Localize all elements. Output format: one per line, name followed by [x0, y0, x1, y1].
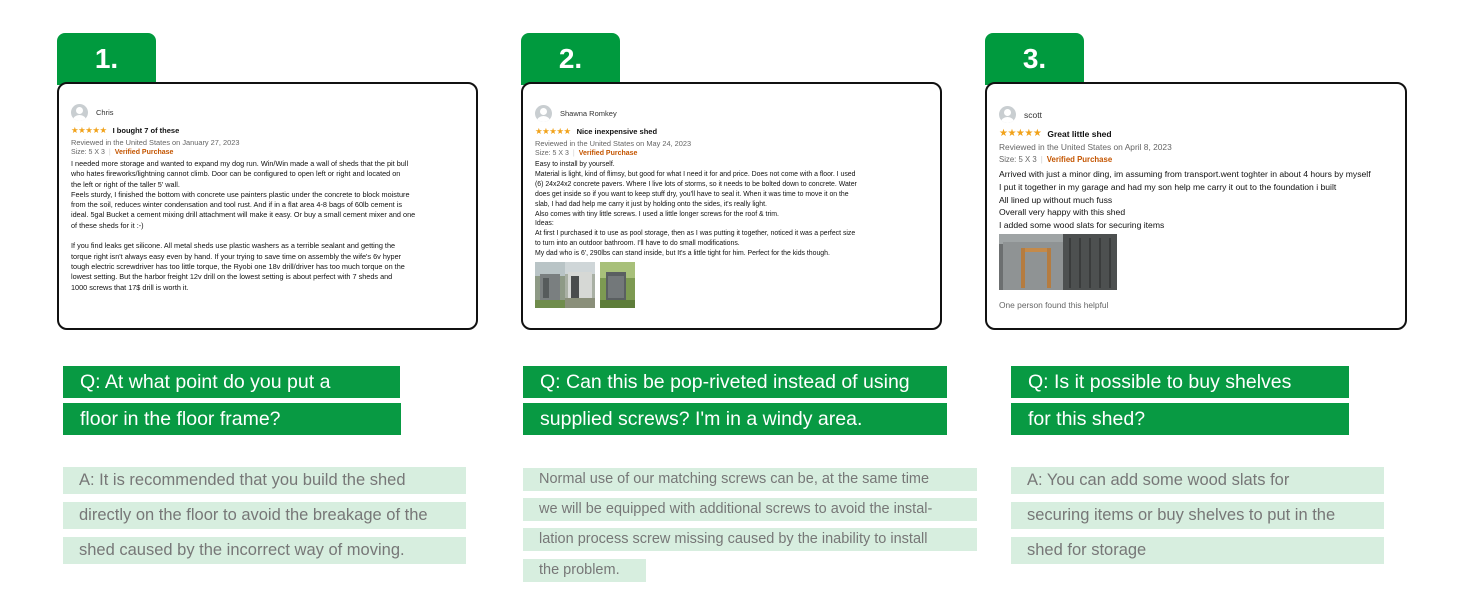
helpful-count: One person found this helpful: [999, 299, 1109, 310]
size-label: Size: 5 X 3: [535, 150, 569, 157]
answer-line-1: A: You can add some wood slats for: [1011, 467, 1384, 494]
avatar-icon: [535, 105, 552, 122]
panel-number-tab: 3.: [985, 33, 1084, 85]
review-body: Easy to install by yourself. Material is light, kind of flimsy, but good for what I need it for and price. Does not come with a floor. I used (6) 24x24x2 concrete pavers. Where I live lots of storms, so it needs to be bolted down to concrete. Water does get inside so if you want to keep stuff dry, you'll have to seal it. When it was time to move it on the slab, I had dad help me carry it just by holding onto the sides, it's really light. Also comes with tiny little screws. I used a little longer screws for the roof & trim. Ideas: At first I purchased it to use as pool storage, then as I was putting it together, noticed it was a perfect size to turn into an outdoor bathroom. I'll have to do small modifications. My dad who is 6', 290lbs can stand inside, but It's a little tight for him. Perfect for the kids though.: [535, 161, 857, 258]
answer-line-3: lation process screw missing caused by the inability to install: [523, 528, 977, 551]
answer-line-1: Normal use of our matching screws can be, at the same time: [523, 468, 977, 491]
review-photo-thumbnail[interactable]: [565, 262, 595, 308]
review-photo-thumbnail[interactable]: [535, 262, 565, 308]
answer-line-1: A: It is recommended that you build the shed: [63, 467, 466, 494]
review-title[interactable]: Nice inexpensive shed: [576, 127, 658, 136]
star-rating-icon: ★★★★★: [71, 125, 107, 135]
review-title[interactable]: Great little shed: [1047, 128, 1112, 139]
review-photo-thumbnail[interactable]: [999, 234, 1117, 290]
answer-line-3: shed for storage: [1011, 537, 1384, 564]
review-date: Reviewed in the United States on January 27, 2023: [71, 138, 240, 147]
question-line-1: Q: At what point do you put a: [63, 366, 400, 398]
question-line-1: Q: Is it possible to buy shelves: [1011, 366, 1349, 398]
question-line-2: for this shed?: [1011, 403, 1349, 435]
star-rating-icon: ★★★★★: [535, 126, 571, 136]
panel-number-tab: 1.: [57, 33, 156, 85]
review-card: scott ★★★★★ Great little shed Reviewed in the United States on April 8, 2023 Size: 5 X 3 | Verified Purchase Arrived with just a minor ding, im assuming from transport.went toghter in about 4 hours by myself I put it together in my garage and had my son help me carry it out to the foundation i built All lined up without much fuss Overall very happy with this shed I added some wood slats for securing items One person found this helpful: [985, 82, 1407, 330]
review-title[interactable]: I bought 7 of these: [112, 126, 180, 135]
reviewer-name[interactable]: scott: [1024, 109, 1042, 120]
review-card: Chris ★★★★★ I bought 7 of these Reviewed in the United States on January 27, 2023 Size: 5 X 3 | Verified Purchase I needed more storage and wanted to expand my dog run. Win/Win made a wall of sheds that the pit bull who hates fireworks/lightning cannot climb. Door can be configured to open left or right and located on the left or right of the taller 5' wall. Feels sturdy, I finished the bottom with concrete use painters plastic under the concrete to block moisture from the soil, reduces winter condensation and tool rust. And if in a flat area 4-8 bags of 60lb cement is ideal. 5gal Bucket a cement mixing drill attachment will make it easy. Or buy a small cement mixer and one of these sheds for it :-) If you find leaks get silicone. All metal sheds use plastic washers as a terrible sealant and getting the torque right isn't always easy even by hand. If your trying to save time on assembly the wife's 6v hyper tough electric screwdriver has too little torque, the Ryobi one 18v drill/driver has too much torque on the lowest setting. But the harbor freight 12v drill on the lowest setting is about perfect with 7 sheds and 1000 screws that 17$ drill is worth it.: [57, 82, 478, 330]
answer-line-4: the problem.: [523, 559, 646, 582]
review-date: Reviewed in the United States on April 8, 2023: [999, 142, 1172, 152]
avatar-icon: [999, 106, 1016, 123]
reviewer-name[interactable]: Chris: [96, 108, 114, 117]
question-line-2: supplied screws? I'm in a windy area.: [523, 403, 947, 435]
size-label: Size: 5 X 3: [71, 149, 105, 156]
answer-line-2: we will be equipped with additional screws to avoid the instal-: [523, 498, 977, 521]
review-body: Arrived with just a minor ding, im assuming from transport.went toghter in about 4 hours by myself I put it together in my garage and had my son help me carry it out to the foundation i built All lined up without much fuss Overall very happy with this shed I added some wood slats for securing items: [999, 169, 1371, 231]
question-line-2: floor in the floor frame?: [63, 403, 401, 435]
review-photos: [535, 262, 928, 308]
review-date: Reviewed in the United States on May 24, 2023: [535, 139, 692, 148]
star-rating-icon: ★★★★★: [999, 128, 1042, 139]
answer-line-2: directly on the floor to avoid the breakage of the: [63, 502, 466, 529]
verified-purchase-badge: Verified Purchase: [114, 149, 174, 156]
answer-line-2: securing items or buy shelves to put in the: [1011, 502, 1384, 529]
question-line-1: Q: Can this be pop-riveted instead of using: [523, 366, 947, 398]
verified-purchase-badge: Verified Purchase: [578, 150, 638, 157]
review-body: I needed more storage and wanted to expand my dog run. Win/Win made a wall of sheds that the pit bull who hates fireworks/lightning cannot climb. Door can be configured to open left or right and located on the left or right of the taller 5' wall. Feels sturdy, I finished the bottom with concrete use painters plastic under the concrete to block moisture from the soil, reduces winter condensation and tool rust. And if in a flat area 4-8 bags of 60lb cement is ideal. 5gal Bucket a cement mixing drill attachment will make it easy. Or buy a small cement mixer and one of these sheds for it :-) If you find leaks get silicone. All metal sheds use plastic washers as a terrible sealant and getting the torque right isn't always easy even by hand. If your trying to save time on assembly the wife's 6v hyper tough electric screwdriver has too little torque, the Ryobi one 18v drill/driver has too much torque on the lowest setting. But the harbor freight 12v drill on the lowest setting is about perfect with 7 sheds and 1000 screws that 17$ drill is worth it.: [71, 159, 416, 292]
review-card: Shawna Romkey ★★★★★ Nice inexpensive shed Reviewed in the United States on May 24, 2023 Size: 5 X 3 | Verified Purchase Easy to install by yourself. Material is light, kind of flimsy, but good for what I need it for and price. Does not come with a floor. I used (6) 24x24x2 concrete pavers. Where I live lots of storms, so it needs to be bolted down to concrete. Water does get inside so if you want to keep stuff dry, you'll have to seal it. When it was time to move it on the slab, I had dad help me carry it just by holding onto the sides, it's really light. Also comes with tiny little screws. I used a little longer screws for the roof & trim. Ideas: At first I purchased it to use as pool storage, then as I was putting it together, noticed it was a perfect size to turn into an outdoor bathroom. I'll have to do small modifications. My dad who is 6', 290lbs can stand inside, but It's a little tight for him. Perfect for the kids though.: [521, 82, 942, 330]
answer-line-3: shed caused by the incorrect way of moving.: [63, 537, 466, 564]
panel-number-tab: 2.: [521, 33, 620, 85]
verified-purchase-badge: Verified Purchase: [1046, 155, 1113, 164]
reviewer-name[interactable]: Shawna Romkey: [560, 109, 617, 118]
size-label: Size: 5 X 3: [999, 155, 1037, 164]
review-photo-thumbnail[interactable]: [595, 262, 635, 308]
